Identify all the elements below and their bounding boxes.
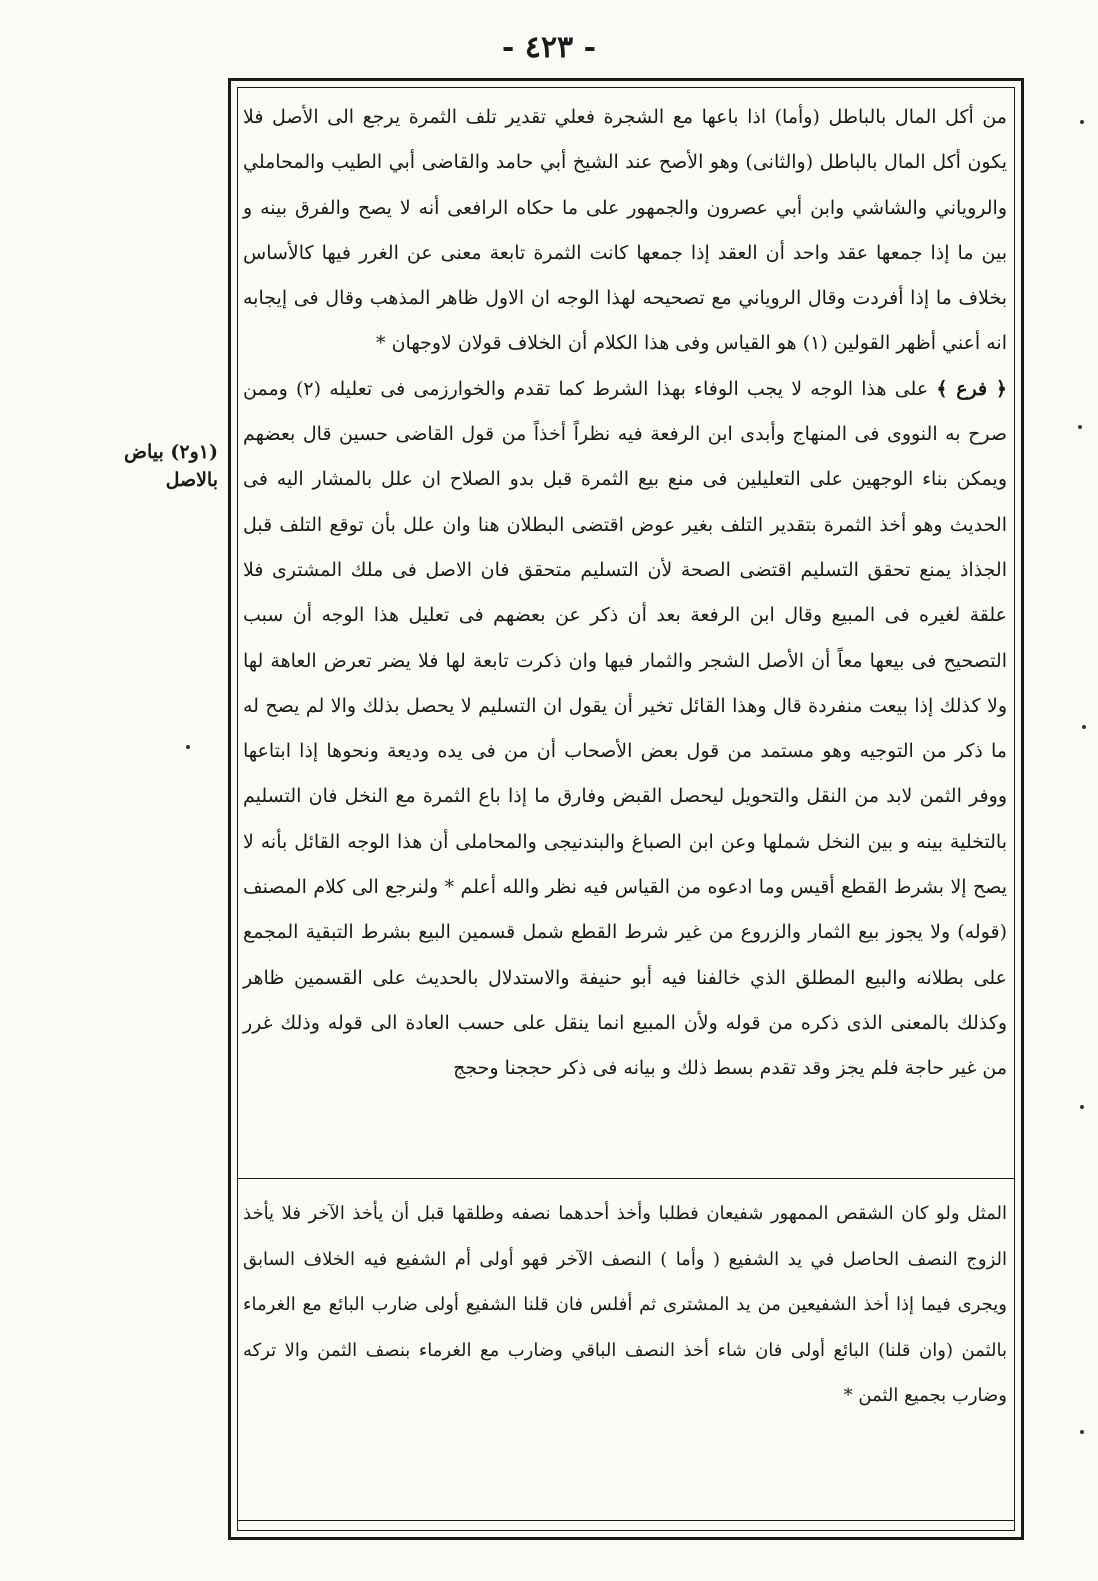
page-number: - ٤٢٣ - bbox=[501, 30, 597, 65]
speck bbox=[1078, 425, 1082, 429]
footnote-divider bbox=[237, 1178, 1015, 1179]
speck bbox=[1080, 1430, 1084, 1434]
text-frame bbox=[228, 78, 1024, 1540]
margin-note bbox=[88, 438, 218, 494]
speck bbox=[186, 745, 190, 749]
section-text: على هذا الوجه لا يجب الوفاء بهذا الشرط كما تقدم والخوارزمى فى تعليله (٢) وممن صرح به النووى فى المنهاج وأبدى ابن الرفعة فيه نظراً أخذاً من قول القاضى حسين قال بعضهم ويمكن بناء الوجهين على التعليلين فى منع بيع الثمرة قبل بدو الصلاح ان علل بالمشار اليه فى الحديث وهو أخذ الثمرة بتقدير التلف بغير عوض اقتضى البطلان هنا وان علل بأن توقع التلف قبل الجذاذ يمنع تحقق التسليم اقتضى الصحة لأن التسليم متحقق فان الاصل فى ملك المشترى فلا علقة لغيره فى المبيع وقال ابن الرفعة بعد أن ذكر عن بعضهم فى تعليل هذا الوجه أن سبب التصحيح فى بيعها معاً أن الأصل الشجر والثمار فيها وان ذكرت تابعة لها فلا يضر تعرض العاهة لها ولا كذلك إذا بيعت منفردة قال وهذا القائل تخير أن يقول ان التسليم لا يحصل بذلك والا لم يصح له ما ذكر من التوجيه وهو مستمد من قول بعض الأصحاب أن من فى يده وديعة ونحوها إذا ابتاعها ووفر الثمن لابد من النقل والتحويل ليحصل القبض وفارق ما إذا باع الثمرة مع النخل فان التسليم بالتخلية بينه و بين النخل شملها وعن ابن الصباغ والبندنيجى والمحاملى أن هذا الوجه القائل بأنه لا يصح إلا بشرط القطع أقيس وما ادعوه من القياس فيه نظر والله أعلم * ولنرجع الى كلام المصنف (قوله) ولا يجوز بيع الثمار والزروع من غير شرط القطع شمل قسمين البيع بشرط التبقية المجمع على بطلانه والبيع المطلق الذي خالفنا فيه أبو حنيفة والاستدلال بالحديث على القسمين ظاهر وكذلك بالمعنى الذى ذكره من قوله ولأن المبيع انما ينقل على حسب العادة الى قوله وذلك غرر من غير حاجة فلم يجز وقد تقدم بسط ذلك و بيانه فى ذكر حججنا وحجج bbox=[243, 377, 1007, 1080]
footnote-paragraph: المثل ولو كان الشقص الممهور شفيعان فطلبا وأخذ أحدهما نصفه وطلقها قبل أن يأخذ الآخر فلا يأخذ الزوج النصف الحاصل في يد الشفيع ( وأما ) النصف الآخر فهو أولى أم الشفيع فيه الخلاف السابق ويجرى فيما إذا أخذ الشفيعين من يد المشترى ثم أفلس فان قلنا الشفيع أولى ضارب البائع مع الغرماء بالثمن (وان قلنا) البائع أولى فان شاء أخذ النصف الباقي وضارب مع الغرماء بنصف الثمن والا تركه وضارب بجميع الثمن * bbox=[243, 1203, 1007, 1406]
speck bbox=[1082, 725, 1086, 729]
paragraph-2 bbox=[243, 367, 1007, 1092]
section-mark: ﴿ فرع ﴾ bbox=[936, 377, 1007, 400]
footnote-block bbox=[243, 1191, 1007, 1419]
margin-note-line-1: (١و٢) بياض bbox=[123, 441, 218, 463]
paragraph-1: من أكل المال بالباطل (وأما) اذا باعها مع الشجرة فعلي تقدير تلف الثمرة يرجع الى الأصل فلا يكون أكل المال بالباطل (والثانى) وهو الأصح عند الشيخ أبي حامد والقاضى أبي الطيب والمحاملي والروياني والشاشي وابن أبي عصرون والجمهور على ما حكاه الرافعى أنه لا يصح والفرق بينه و بين ما إذا جمعها عقد واحد أن العقد إذا جمعها كانت الثمرة تابعة معنى عن الغرر فيها كالأساس بخلاف ما إذا أفردت وقال الروياني مع تصحيحه لهذا الوجه ان الاول ظاهر المذهب وقال فى إيجابه انه أعني أظهر القولين (١) هو القياس وفى هذا الكلام أن الخلاف قولان لاوجهان * bbox=[243, 106, 1007, 355]
margin-note-line-2: بالاصل bbox=[165, 469, 218, 491]
speck bbox=[1080, 1105, 1084, 1109]
bottom-rule bbox=[237, 1520, 1015, 1531]
main-text-block bbox=[243, 95, 1007, 1092]
speck bbox=[1080, 120, 1084, 124]
